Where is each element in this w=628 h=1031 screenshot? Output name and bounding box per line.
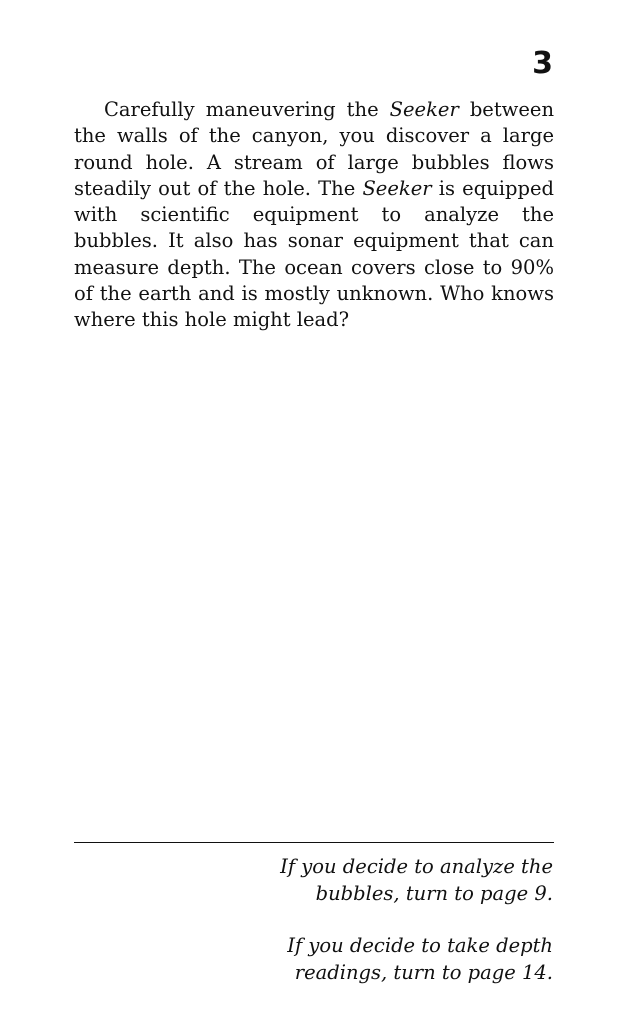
page-number: 3 [532,46,553,81]
choice-analyze-bubbles[interactable] [173,853,553,907]
ship-name: Seeker [389,98,459,121]
paragraph-text-2: between the walls of the canyon, you discover a large round hole. A stream of large bubbles flows steadily out of the hole. The [74,98,555,200]
choices-block [173,853,553,1011]
choice-line: readings, turn to page 14. [294,961,553,984]
ship-name: Seeker [362,176,432,200]
choice-line: If you decide to analyze the [280,855,553,878]
divider-rule [74,842,554,843]
paragraph-text-3: is equipped with scientific equipment to analyze the bubbles. It also has sonar equipment that can measure depth. The ocean covers close to 90% of the earth and is mostly unknown. Who knows where this hole might lead? [74,176,554,332]
paragraph-text-1: Carefully maneuvering the [104,98,390,121]
choice-line: bubbles, turn to page 9. [315,882,553,905]
choice-depth-readings[interactable] [173,932,553,986]
choice-line: If you decide to take depth [287,934,553,957]
story-paragraph [74,97,554,334]
